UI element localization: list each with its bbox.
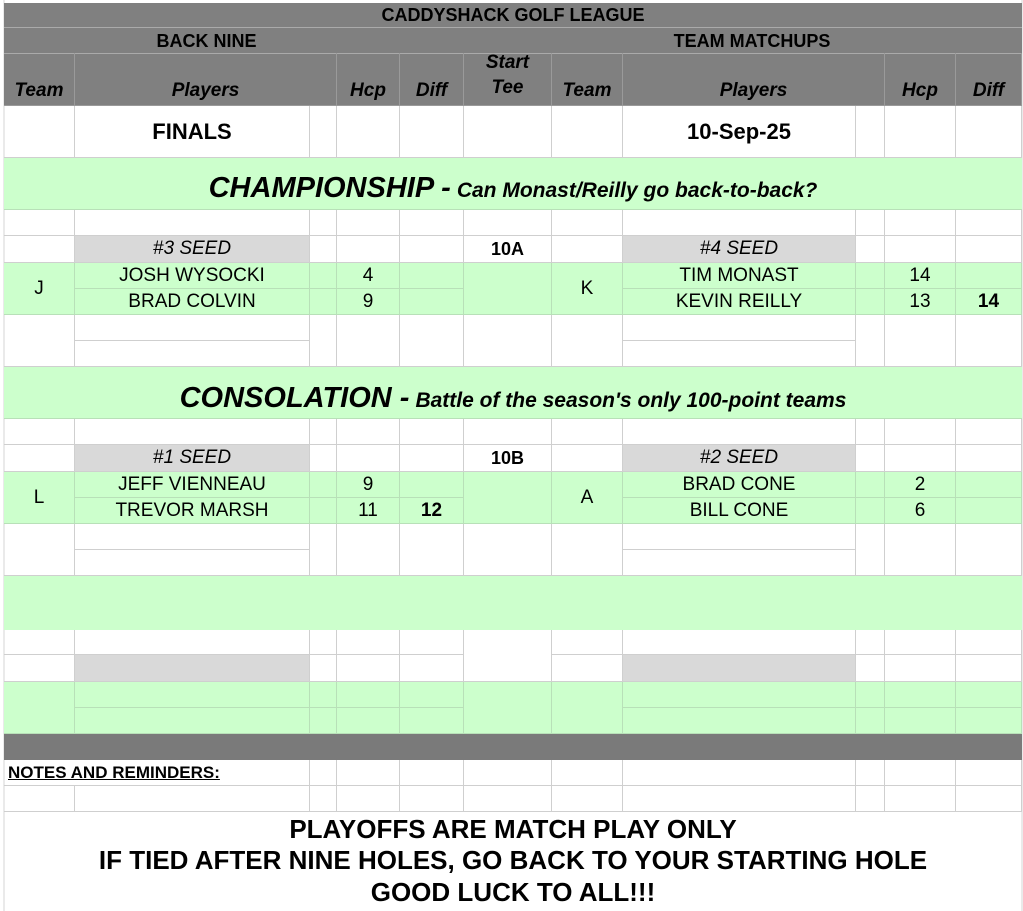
cell[interactable] [400,524,464,576]
cell[interactable] [464,786,552,812]
cell[interactable] [464,315,552,367]
cell[interactable] [310,760,337,786]
col-start-tee [464,53,552,106]
cell[interactable] [4,106,75,158]
cell[interactable] [310,682,337,708]
cell[interactable] [552,786,623,812]
note-line-2: IF TIED AFTER NINE HOLES, GO BACK TO YOUR STARTING HOLE [98,845,928,875]
cell[interactable] [623,419,856,445]
match-date[interactable]: 10-Sep-25 [623,106,856,158]
championship-right-team[interactable]: K [552,263,623,315]
cell[interactable] [856,315,885,367]
cell[interactable] [956,682,1022,708]
cell[interactable] [956,419,1022,445]
cell[interactable] [4,445,75,472]
back-nine-label: BACK NINE [156,31,257,51]
cell[interactable] [310,445,337,472]
col-diff-right: Diff [956,53,1022,106]
championship-left-hcp-2[interactable]: 9 [337,289,400,315]
cell[interactable] [310,524,337,576]
championship-left-seed[interactable]: #3 SEED [75,236,310,263]
cell[interactable] [310,498,337,524]
cell[interactable] [885,760,956,786]
cell[interactable] [337,236,400,263]
cell[interactable] [337,760,400,786]
cell[interactable] [956,315,1022,367]
cell[interactable] [856,419,885,445]
consolation-left-team[interactable]: L [4,472,75,524]
empty-banner-row [4,576,1022,630]
cell[interactable] [337,419,400,445]
cell[interactable] [856,236,885,263]
cell[interactable] [856,524,885,576]
cell[interactable] [310,472,337,498]
cell[interactable] [856,445,885,472]
cell[interactable] [75,708,310,734]
cell[interactable] [623,786,856,812]
championship-left-team[interactable]: J [4,263,75,315]
cell[interactable] [464,760,552,786]
cell[interactable] [400,786,464,812]
cell[interactable] [885,315,956,367]
cell[interactable] [400,263,464,289]
cell[interactable] [956,708,1022,734]
cell[interactable] [885,630,956,655]
cell[interactable] [400,106,464,158]
cell[interactable] [623,708,856,734]
cell[interactable] [623,341,856,367]
cell[interactable] [552,630,623,655]
cell[interactable] [885,786,956,812]
cell[interactable] [400,445,464,472]
cell[interactable] [956,760,1022,786]
cell[interactable] [856,210,885,236]
cell[interactable] [885,682,956,708]
col-players-left: Players [75,53,337,106]
consolation-left-hcp-2[interactable]: 11 [337,498,400,524]
cell[interactable] [623,550,856,576]
cell[interactable] [337,210,400,236]
championship-title: CHAMPIONSHIP - [208,172,451,204]
col-team-left: Team [4,53,75,106]
cell[interactable] [885,236,956,263]
cell[interactable] [885,419,956,445]
championship-tagline: Can Monast/Reilly go back-to-back? [456,179,818,202]
cell[interactable] [400,630,464,655]
consolation-left-diff[interactable]: 12 [400,498,464,524]
cell[interactable] [552,655,623,682]
cell[interactable] [310,655,337,682]
cell[interactable] [956,498,1022,524]
consolation-right-player-2[interactable]: BILL CONE [623,498,856,524]
cell[interactable] [310,106,337,158]
cell[interactable] [310,263,337,289]
cell[interactable] [310,210,337,236]
cell[interactable] [337,315,400,367]
cell[interactable] [310,419,337,445]
cell[interactable] [856,498,885,524]
cell[interactable] [464,419,552,445]
cell[interactable] [552,445,623,472]
cell[interactable] [956,210,1022,236]
cell[interactable] [75,630,310,655]
championship-left-player-1[interactable]: JOSH WYSOCKI [75,263,310,289]
cell[interactable] [856,472,885,498]
cell[interactable] [464,472,552,524]
championship-right-seed[interactable]: #4 SEED [623,236,856,263]
cell[interactable] [75,210,310,236]
cell[interactable] [337,708,400,734]
cell[interactable] [885,445,956,472]
cell[interactable] [310,236,337,263]
cell[interactable] [856,682,885,708]
cell[interactable] [4,786,75,812]
consolation-left-seed[interactable]: #1 SEED [75,445,310,472]
empty-right-seed[interactable] [623,655,856,682]
cell[interactable] [856,760,885,786]
cell[interactable] [552,682,623,734]
team-matchups-label: TEAM MATCHUPS [673,31,831,51]
cell[interactable] [337,524,400,576]
cell[interactable] [552,315,623,367]
league-title: CADDYSHACK GOLF LEAGUE [381,5,645,25]
cell[interactable] [856,786,885,812]
cell[interactable] [885,524,956,576]
cell[interactable] [464,630,552,682]
col-start-label: Start [485,53,530,73]
cell[interactable] [400,655,464,682]
cell[interactable] [337,106,400,158]
cell[interactable] [400,682,464,708]
group-title-row [4,27,1022,53]
cell[interactable] [75,341,310,367]
cell[interactable] [956,236,1022,263]
cell[interactable] [337,682,400,708]
col-diff-left: Diff [400,53,464,106]
cell[interactable] [400,236,464,263]
cell[interactable] [856,655,885,682]
cell[interactable] [956,263,1022,289]
cell[interactable] [337,655,400,682]
col-players-right: Players [623,53,885,106]
cell[interactable] [4,655,75,682]
league-title-row [4,3,1022,27]
consolation-left-player-2[interactable]: TREVOR MARSH [75,498,310,524]
cell[interactable] [956,655,1022,682]
cell[interactable] [75,786,310,812]
cell[interactable] [75,682,310,708]
cell[interactable] [400,760,464,786]
cell[interactable] [552,524,623,576]
cell[interactable] [310,708,337,734]
cell[interactable] [4,682,75,734]
consolation-left-player-1[interactable]: JEFF VIENNEAU [75,472,310,498]
cell[interactable] [623,524,856,550]
championship-right-player-2[interactable]: KEVIN REILLY [623,289,856,315]
cell[interactable] [464,524,552,576]
cell[interactable] [400,708,464,734]
round-label[interactable]: FINALS [75,106,310,158]
cell[interactable] [75,550,310,576]
championship-tee[interactable]: 10A [464,236,552,263]
cell[interactable] [856,630,885,655]
cell[interactable] [310,315,337,367]
consolation-right-hcp-2[interactable]: 6 [885,498,956,524]
cell[interactable] [337,445,400,472]
cell[interactable] [956,106,1022,158]
cell[interactable] [552,236,623,263]
cell[interactable] [552,106,623,158]
cell[interactable] [400,289,464,315]
consolation-title: CONSOLATION - [179,382,410,414]
cell[interactable] [75,315,310,341]
championship-right-diff[interactable]: 14 [956,289,1022,315]
cell[interactable] [4,630,75,655]
consolation-right-player-1[interactable]: BRAD CONE [623,472,856,498]
cell[interactable] [956,630,1022,655]
cell[interactable] [4,236,75,263]
cell[interactable] [75,419,310,445]
empty-left-seed[interactable] [75,655,310,682]
cell[interactable] [4,315,75,367]
cell[interactable] [400,472,464,498]
cell[interactable] [4,524,75,576]
cell[interactable] [856,106,885,158]
cell[interactable] [623,315,856,341]
championship-left-player-2[interactable]: BRAD COLVIN [75,289,310,315]
note-line-1: PLAYOFFS ARE MATCH PLAY ONLY [289,814,737,844]
cell[interactable] [552,760,623,786]
cell[interactable] [310,289,337,315]
notes-heading[interactable]: NOTES AND REMINDERS: [4,760,310,786]
note-line-3: GOOD LUCK TO ALL!!! [370,877,656,907]
cell[interactable] [552,210,623,236]
cell[interactable] [464,263,552,315]
cell[interactable] [956,524,1022,576]
championship-right-hcp-1[interactable]: 14 [885,263,956,289]
cell[interactable] [552,419,623,445]
cell[interactable] [885,210,956,236]
cell[interactable] [623,760,856,786]
cell[interactable] [885,106,956,158]
cell[interactable] [464,106,552,158]
cell[interactable] [464,682,552,734]
cell[interactable] [310,786,337,812]
cell[interactable] [885,708,956,734]
cell[interactable] [337,630,400,655]
cell[interactable] [885,655,956,682]
consolation-right-hcp-1[interactable]: 2 [885,472,956,498]
col-hcp-left: Hcp [337,53,400,106]
cell[interactable] [400,210,464,236]
cell[interactable] [856,708,885,734]
championship-right-player-1[interactable]: TIM MONAST [623,263,856,289]
consolation-left-hcp-1[interactable]: 9 [337,472,400,498]
cell[interactable] [623,682,856,708]
col-team-right: Team [552,53,623,106]
cell[interactable] [400,315,464,367]
col-hcp-right: Hcp [885,53,956,106]
cell[interactable] [464,210,552,236]
cell[interactable] [956,445,1022,472]
consolation-tagline: Battle of the season's only 100-point teams [415,389,847,412]
cell[interactable] [856,289,885,315]
cell[interactable] [623,210,856,236]
consolation-tee[interactable]: 10B [464,445,552,472]
cell[interactable] [4,419,75,445]
championship-left-hcp-1[interactable]: 4 [337,263,400,289]
cell[interactable] [623,630,856,655]
cell[interactable] [400,419,464,445]
cell[interactable] [856,263,885,289]
col-tee-label: Tee [491,77,524,98]
cell[interactable] [956,472,1022,498]
cell[interactable] [4,210,75,236]
consolation-banner [4,382,1022,415]
championship-right-hcp-2[interactable]: 13 [885,289,956,315]
section-separator [4,734,1022,760]
consolation-right-seed[interactable]: #2 SEED [623,445,856,472]
championship-banner [4,172,1022,205]
cell[interactable] [956,786,1022,812]
cell[interactable] [310,630,337,655]
cell[interactable] [75,524,310,550]
consolation-right-team[interactable]: A [552,472,623,524]
cell[interactable] [337,786,400,812]
